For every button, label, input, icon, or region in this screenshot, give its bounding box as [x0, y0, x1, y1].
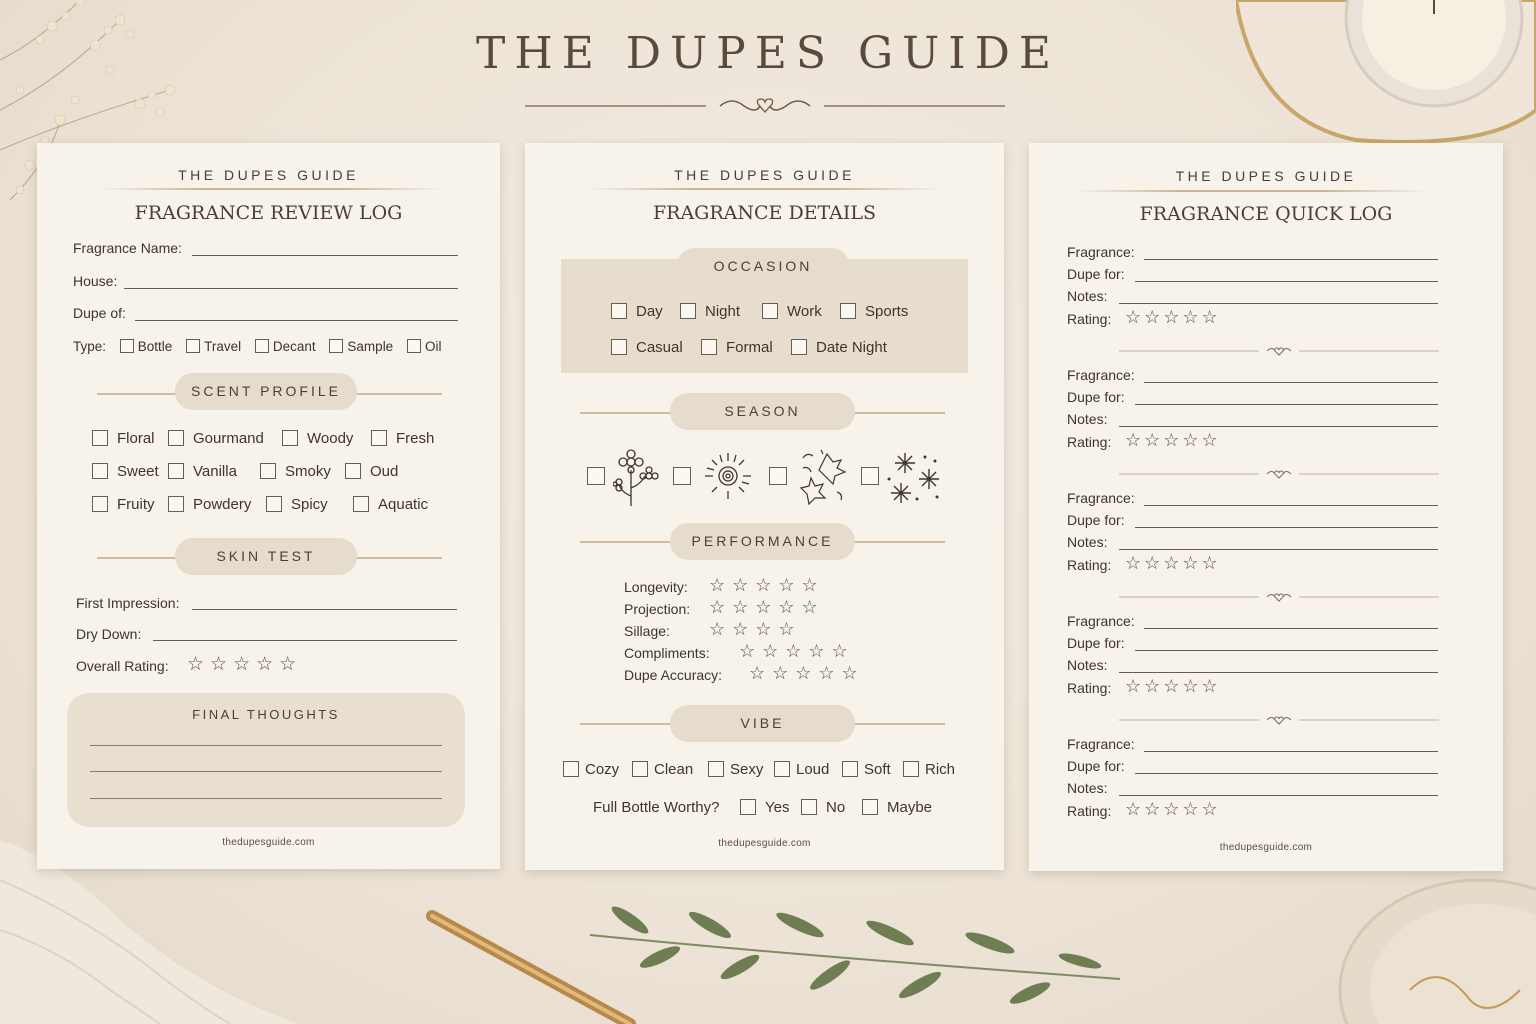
quick-log-fragrance-field[interactable] — [1144, 382, 1438, 383]
final-thoughts-box — [67, 693, 465, 827]
checkbox[interactable] — [840, 303, 856, 319]
scent-option-floral[interactable]: Floral — [92, 430, 155, 447]
occasion-option-casual[interactable]: Casual — [611, 339, 683, 356]
occasion-option-night[interactable]: Night — [680, 303, 740, 320]
quick-log-fragrance-label: Fragrance: — [1067, 736, 1135, 752]
checkbox[interactable] — [563, 761, 579, 777]
occasion-heading: OCCASION — [677, 248, 849, 285]
checkbox[interactable] — [255, 339, 269, 353]
scent-option-fruity[interactable]: Fruity — [92, 496, 155, 513]
vibe-option-loud[interactable]: Loud — [774, 761, 829, 778]
type-option-bottle[interactable]: Bottle — [120, 339, 173, 354]
dry-down-label: Dry Down: — [76, 626, 142, 642]
quick-log-rating-label: Rating: — [1067, 803, 1112, 819]
quick-log-fragrance-field[interactable] — [1144, 259, 1438, 260]
occasion-option-formal[interactable]: Formal — [701, 339, 773, 356]
full-bottle-option-maybe[interactable]: Maybe — [862, 799, 932, 816]
type-option-oil[interactable]: Oil — [407, 339, 442, 354]
quick-log-fragrance-label: Fragrance: — [1067, 244, 1135, 260]
card-brand: THE DUPES GUIDE — [1175, 168, 1357, 184]
brand-divider — [99, 188, 444, 190]
first-impression-label: First Impression: — [76, 595, 180, 611]
checkbox[interactable] — [740, 799, 756, 815]
quick-log-rating-stars[interactable]: ☆☆☆☆☆ — [1125, 307, 1221, 327]
quick-log-notes-label: Notes: — [1067, 411, 1108, 427]
dupe-of-label: Dupe of: — [73, 305, 126, 321]
quick-log-notes-field[interactable] — [1119, 672, 1438, 673]
quick-log-dupe-for-label: Dupe for: — [1067, 389, 1125, 405]
first-impression-field[interactable] — [192, 609, 457, 610]
season-heading: SEASON — [670, 393, 855, 430]
full-bottle-option-yes[interactable]: Yes — [740, 799, 789, 816]
quick-log-notes-label: Notes: — [1067, 780, 1108, 796]
occasion-option-date-night[interactable]: Date Night — [791, 339, 887, 356]
checkbox[interactable] — [266, 496, 282, 512]
quick-log-rating-label: Rating: — [1067, 557, 1112, 573]
card-brand: THE DUPES GUIDE — [674, 167, 855, 183]
checkbox[interactable] — [92, 463, 108, 479]
checkbox[interactable] — [168, 463, 184, 479]
performance-stars-compliments[interactable]: ☆ ☆ ☆ ☆ ☆ — [739, 641, 849, 661]
winter-snowflake-icon — [885, 449, 943, 507]
season-winter-checkbox[interactable] — [861, 467, 879, 485]
quick-log-rating-stars[interactable]: ☆☆☆☆☆ — [1125, 799, 1221, 819]
checkbox[interactable] — [186, 339, 200, 353]
quick-log-fragrance-label: Fragrance: — [1067, 613, 1135, 629]
scent-option-woody[interactable]: Woody — [282, 430, 353, 447]
heart-divider — [1119, 713, 1439, 727]
quick-log-dupe-for-field[interactable] — [1135, 773, 1438, 774]
checkbox[interactable] — [260, 463, 276, 479]
final-thoughts-heading: FINAL THOUGHTS — [192, 707, 340, 722]
fragrance-name-field[interactable] — [192, 255, 458, 256]
checkbox[interactable] — [345, 463, 361, 479]
type-row — [73, 339, 441, 354]
card-footer-url: thedupesguide.com — [1219, 842, 1313, 853]
checkbox[interactable] — [632, 761, 648, 777]
scent-option-vanilla[interactable]: Vanilla — [168, 463, 237, 480]
checkbox[interactable] — [407, 339, 421, 353]
season-autumn-checkbox[interactable] — [769, 467, 787, 485]
checkbox[interactable] — [774, 761, 790, 777]
quick-log-dupe-for-field[interactable] — [1135, 527, 1438, 528]
checkbox[interactable] — [282, 430, 298, 446]
checkbox[interactable] — [842, 761, 858, 777]
quick-log-dupe-for-label: Dupe for: — [1067, 758, 1125, 774]
quick-log-notes-label: Notes: — [1067, 288, 1108, 304]
overall-rating-stars[interactable]: ☆☆☆☆☆ — [187, 654, 303, 675]
heart-divider — [1119, 590, 1439, 604]
quick-log-notes-field[interactable] — [1119, 795, 1438, 796]
quick-log-notes-field[interactable] — [1119, 303, 1438, 304]
house-label: House: — [73, 273, 118, 289]
olive-branch-decoration — [590, 895, 1130, 1015]
vibe-option-rich[interactable]: Rich — [903, 761, 955, 778]
full-bottle-option-no[interactable]: No — [801, 799, 845, 816]
fragrance-name-label: Fragrance Name: — [73, 240, 182, 256]
heart-divider — [1119, 467, 1439, 481]
card-title: FRAGRANCE QUICK LOG — [1139, 203, 1393, 225]
checkbox[interactable] — [168, 496, 184, 512]
checkbox[interactable] — [371, 430, 387, 446]
scent-option-smoky[interactable]: Smoky — [260, 463, 331, 480]
occasion-option-work[interactable]: Work — [762, 303, 822, 320]
performance-stars-dupe-accuracy[interactable]: ☆ ☆ ☆ ☆ ☆ — [749, 663, 859, 683]
quick-log-dupe-for-label: Dupe for: — [1067, 266, 1125, 282]
checkbox[interactable] — [762, 303, 778, 319]
scent-option-powdery[interactable]: Powdery — [168, 496, 251, 513]
summer-sun-icon — [701, 449, 755, 503]
scent-option-oud[interactable]: Oud — [345, 463, 398, 480]
scent-option-gourmand[interactable]: Gourmand — [168, 430, 264, 447]
checkbox[interactable] — [353, 496, 369, 512]
card-brand: THE DUPES GUIDE — [178, 167, 359, 183]
performance-stars-longevity[interactable]: ☆ ☆ ☆ ☆ ☆ — [709, 575, 819, 595]
scent-option-spicy[interactable]: Spicy — [266, 496, 328, 513]
type-option-travel[interactable]: Travel — [186, 339, 241, 354]
performance-stars-sillage[interactable]: ☆ ☆ ☆ ☆ — [709, 619, 796, 639]
checkbox[interactable] — [611, 339, 627, 355]
heart-divider — [1119, 344, 1439, 358]
fragrance-review-log-card — [37, 143, 500, 869]
brand-divider — [587, 188, 942, 190]
final-thoughts-line[interactable] — [90, 745, 442, 746]
scent-option-sweet[interactable]: Sweet — [92, 463, 159, 480]
quick-log-rating-stars[interactable]: ☆☆☆☆☆ — [1125, 676, 1221, 696]
vibe-option-cozy[interactable]: Cozy — [563, 761, 619, 778]
quick-log-rating-stars[interactable]: ☆☆☆☆☆ — [1125, 430, 1221, 450]
checkbox[interactable] — [701, 339, 717, 355]
quick-log-dupe-for-field[interactable] — [1135, 404, 1438, 405]
checkbox[interactable] — [791, 339, 807, 355]
scent-option-fresh[interactable]: Fresh — [371, 430, 434, 447]
quick-log-fragrance-field[interactable] — [1144, 505, 1438, 506]
final-thoughts-line[interactable] — [90, 798, 442, 799]
quick-log-notes-label: Notes: — [1067, 657, 1108, 673]
season-summer-checkbox[interactable] — [673, 467, 691, 485]
quick-log-rating-stars[interactable]: ☆☆☆☆☆ — [1125, 553, 1221, 573]
brand-divider — [1074, 190, 1429, 192]
checkbox[interactable] — [168, 430, 184, 446]
checkbox[interactable] — [903, 761, 919, 777]
quick-log-dupe-for-field[interactable] — [1135, 650, 1438, 651]
checkbox[interactable] — [92, 430, 108, 446]
type-label: Type: — [73, 339, 107, 354]
checkbox[interactable] — [92, 496, 108, 512]
scent-option-aquatic[interactable]: Aquatic — [353, 496, 428, 513]
house-field[interactable] — [124, 288, 458, 289]
occasion-option-sports[interactable]: Sports — [840, 303, 908, 320]
quick-log-fragrance-field[interactable] — [1144, 751, 1438, 752]
checkbox[interactable] — [862, 799, 878, 815]
type-option-sample[interactable]: Sample — [329, 339, 393, 354]
quick-log-dupe-for-label: Dupe for: — [1067, 512, 1125, 528]
performance-label-longevity: Longevity: — [624, 579, 688, 595]
performance-stars-projection[interactable]: ☆ ☆ ☆ ☆ ☆ — [709, 597, 819, 617]
vibe-option-soft[interactable]: Soft — [842, 761, 891, 778]
performance-label-dupe-accuracy: Dupe Accuracy: — [624, 667, 723, 683]
page-title: THE DUPES GUIDE — [475, 28, 1061, 79]
checkbox[interactable] — [120, 339, 134, 353]
fragrance-quick-log-card — [1029, 143, 1503, 871]
overall-rating-label: Overall Rating: — [76, 658, 169, 674]
vibe-heading: VIBE — [670, 705, 855, 742]
checkbox[interactable] — [329, 339, 343, 353]
card-footer-url: thedupesguide.com — [718, 838, 811, 849]
heart-flourish-divider — [520, 94, 1010, 118]
checkbox[interactable] — [708, 761, 724, 777]
quick-log-rating-label: Rating: — [1067, 434, 1112, 450]
type-option-decant[interactable]: Decant — [255, 339, 316, 354]
occasion-option-day[interactable]: Day — [611, 303, 663, 320]
checkbox[interactable] — [611, 303, 627, 319]
quick-log-fragrance-label: Fragrance: — [1067, 367, 1135, 383]
scent-profile-heading: SCENT PROFILE — [175, 373, 357, 410]
spring-flower-icon — [613, 448, 661, 506]
quick-log-dupe-for-label: Dupe for: — [1067, 635, 1125, 651]
performance-label-sillage: Sillage: — [624, 623, 670, 639]
full-bottle-label: Full Bottle Worthy? — [593, 799, 720, 816]
quick-log-rating-label: Rating: — [1067, 311, 1112, 327]
quick-log-notes-label: Notes: — [1067, 534, 1108, 550]
performance-label-projection: Projection: — [624, 601, 691, 617]
checkbox[interactable] — [680, 303, 696, 319]
performance-label-compliments: Compliments: — [624, 645, 710, 661]
quick-log-notes-field[interactable] — [1119, 549, 1438, 550]
performance-heading: PERFORMANCE — [670, 523, 855, 560]
dupe-of-field[interactable] — [135, 320, 458, 321]
autumn-leaves-icon — [797, 448, 847, 506]
quick-log-notes-field[interactable] — [1119, 426, 1438, 427]
quick-log-dupe-for-field[interactable] — [1135, 281, 1438, 282]
quick-log-fragrance-field[interactable] — [1144, 628, 1438, 629]
card-footer-url: thedupesguide.com — [222, 837, 315, 848]
quick-log-rating-label: Rating: — [1067, 680, 1112, 696]
season-spring-checkbox[interactable] — [587, 467, 605, 485]
vibe-option-clean[interactable]: Clean — [632, 761, 693, 778]
fragrance-details-card — [525, 143, 1004, 870]
final-thoughts-line[interactable] — [90, 771, 442, 772]
card-title: FRAGRANCE DETAILS — [652, 202, 877, 224]
vibe-option-sexy[interactable]: Sexy — [708, 761, 763, 778]
card-title: FRAGRANCE REVIEW LOG — [134, 202, 403, 224]
quick-log-fragrance-label: Fragrance: — [1067, 490, 1135, 506]
skin-test-heading: SKIN TEST — [175, 538, 357, 575]
checkbox[interactable] — [801, 799, 817, 815]
dry-down-field[interactable] — [153, 640, 457, 641]
